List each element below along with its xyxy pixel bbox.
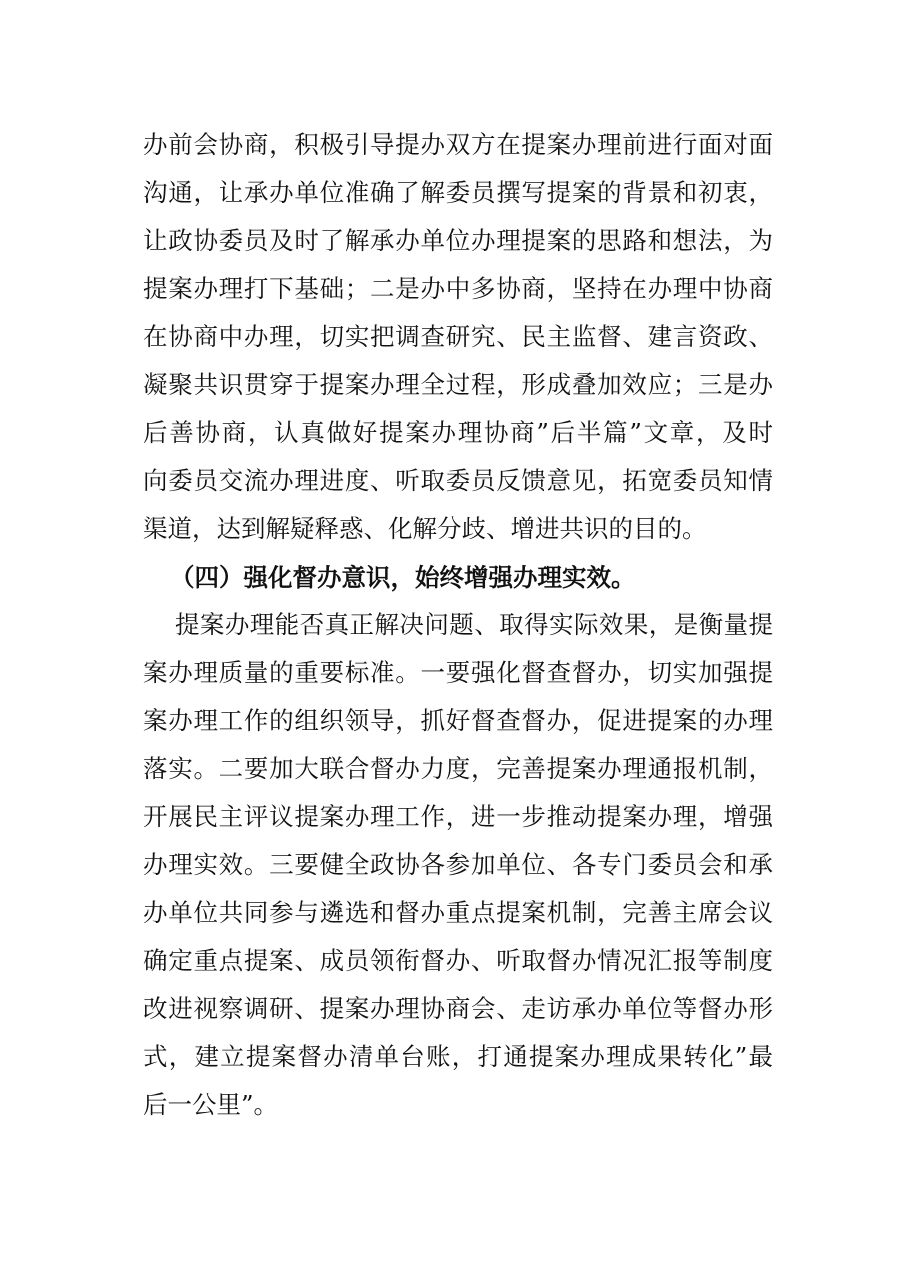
paragraph-line: 在协商中办理，切实把调查研究、民主监督、建言资政、 (143, 322, 773, 351)
paragraph-line: 后善协商，认真做好提案办理协商”后半篇”文章，及时 (143, 418, 773, 447)
paragraph-line: 沟通，让承办单位准确了解委员撰写提案的背景和初衷， (143, 178, 773, 207)
paragraph-line: 办前会协商，积极引导提办双方在提案办理前进行面对面 (143, 130, 773, 159)
paragraph-line: 办理实效。三要健全政协各参加单位、各专门委员会和承 (143, 850, 773, 879)
paragraph-line: 确定重点提案、成员领衔督办、听取督办情况汇报等制度 (143, 946, 773, 975)
paragraph-line: 渠道，达到解疑释惑、化解分歧、增进共识的目的。 (143, 514, 707, 543)
paragraph-line: 办单位共同参与遴选和督办重点提案机制，完善主席会议 (143, 898, 773, 927)
paragraph-line: 改进视察调研、提案办理协商会、走访承办单位等督办形 (143, 994, 773, 1023)
paragraph-line: 凝聚共识贯穿于提案办理全过程，形成叠加效应；三是办 (143, 370, 773, 399)
paragraph-line: 提案办理打下基础；二是办中多协商，坚持在办理中协商 (143, 274, 773, 303)
paragraph-line: 提案办理能否真正解决问题、取得实际效果，是衡量提 (175, 610, 773, 639)
paragraph-line: 落实。二要加大联合督办力度，完善提案办理通报机制， (143, 754, 773, 783)
paragraph-line: 让政协委员及时了解承办单位办理提案的思路和想法，为 (143, 226, 773, 255)
paragraph-line: 后一公里”。 (143, 1090, 279, 1119)
paragraph-line: 向委员交流办理进度、听取委员反馈意见，拓宽委员知情 (143, 466, 773, 495)
paragraph-line: 开展民主评议提案办理工作，进一步推动提案办理，增强 (143, 802, 773, 831)
section-heading: （四）强化督办意识，始终增强办理实效。 (170, 563, 636, 592)
paragraph-line: 式，建立提案督办清单台账，打通提案办理成果转化”最 (143, 1042, 773, 1071)
paragraph-line: 案办理质量的重要标准。一要强化督查督办，切实加强提 (143, 658, 773, 687)
paragraph-line: 案办理工作的组织领导，抓好督查督办，促进提案的办理 (143, 706, 773, 735)
